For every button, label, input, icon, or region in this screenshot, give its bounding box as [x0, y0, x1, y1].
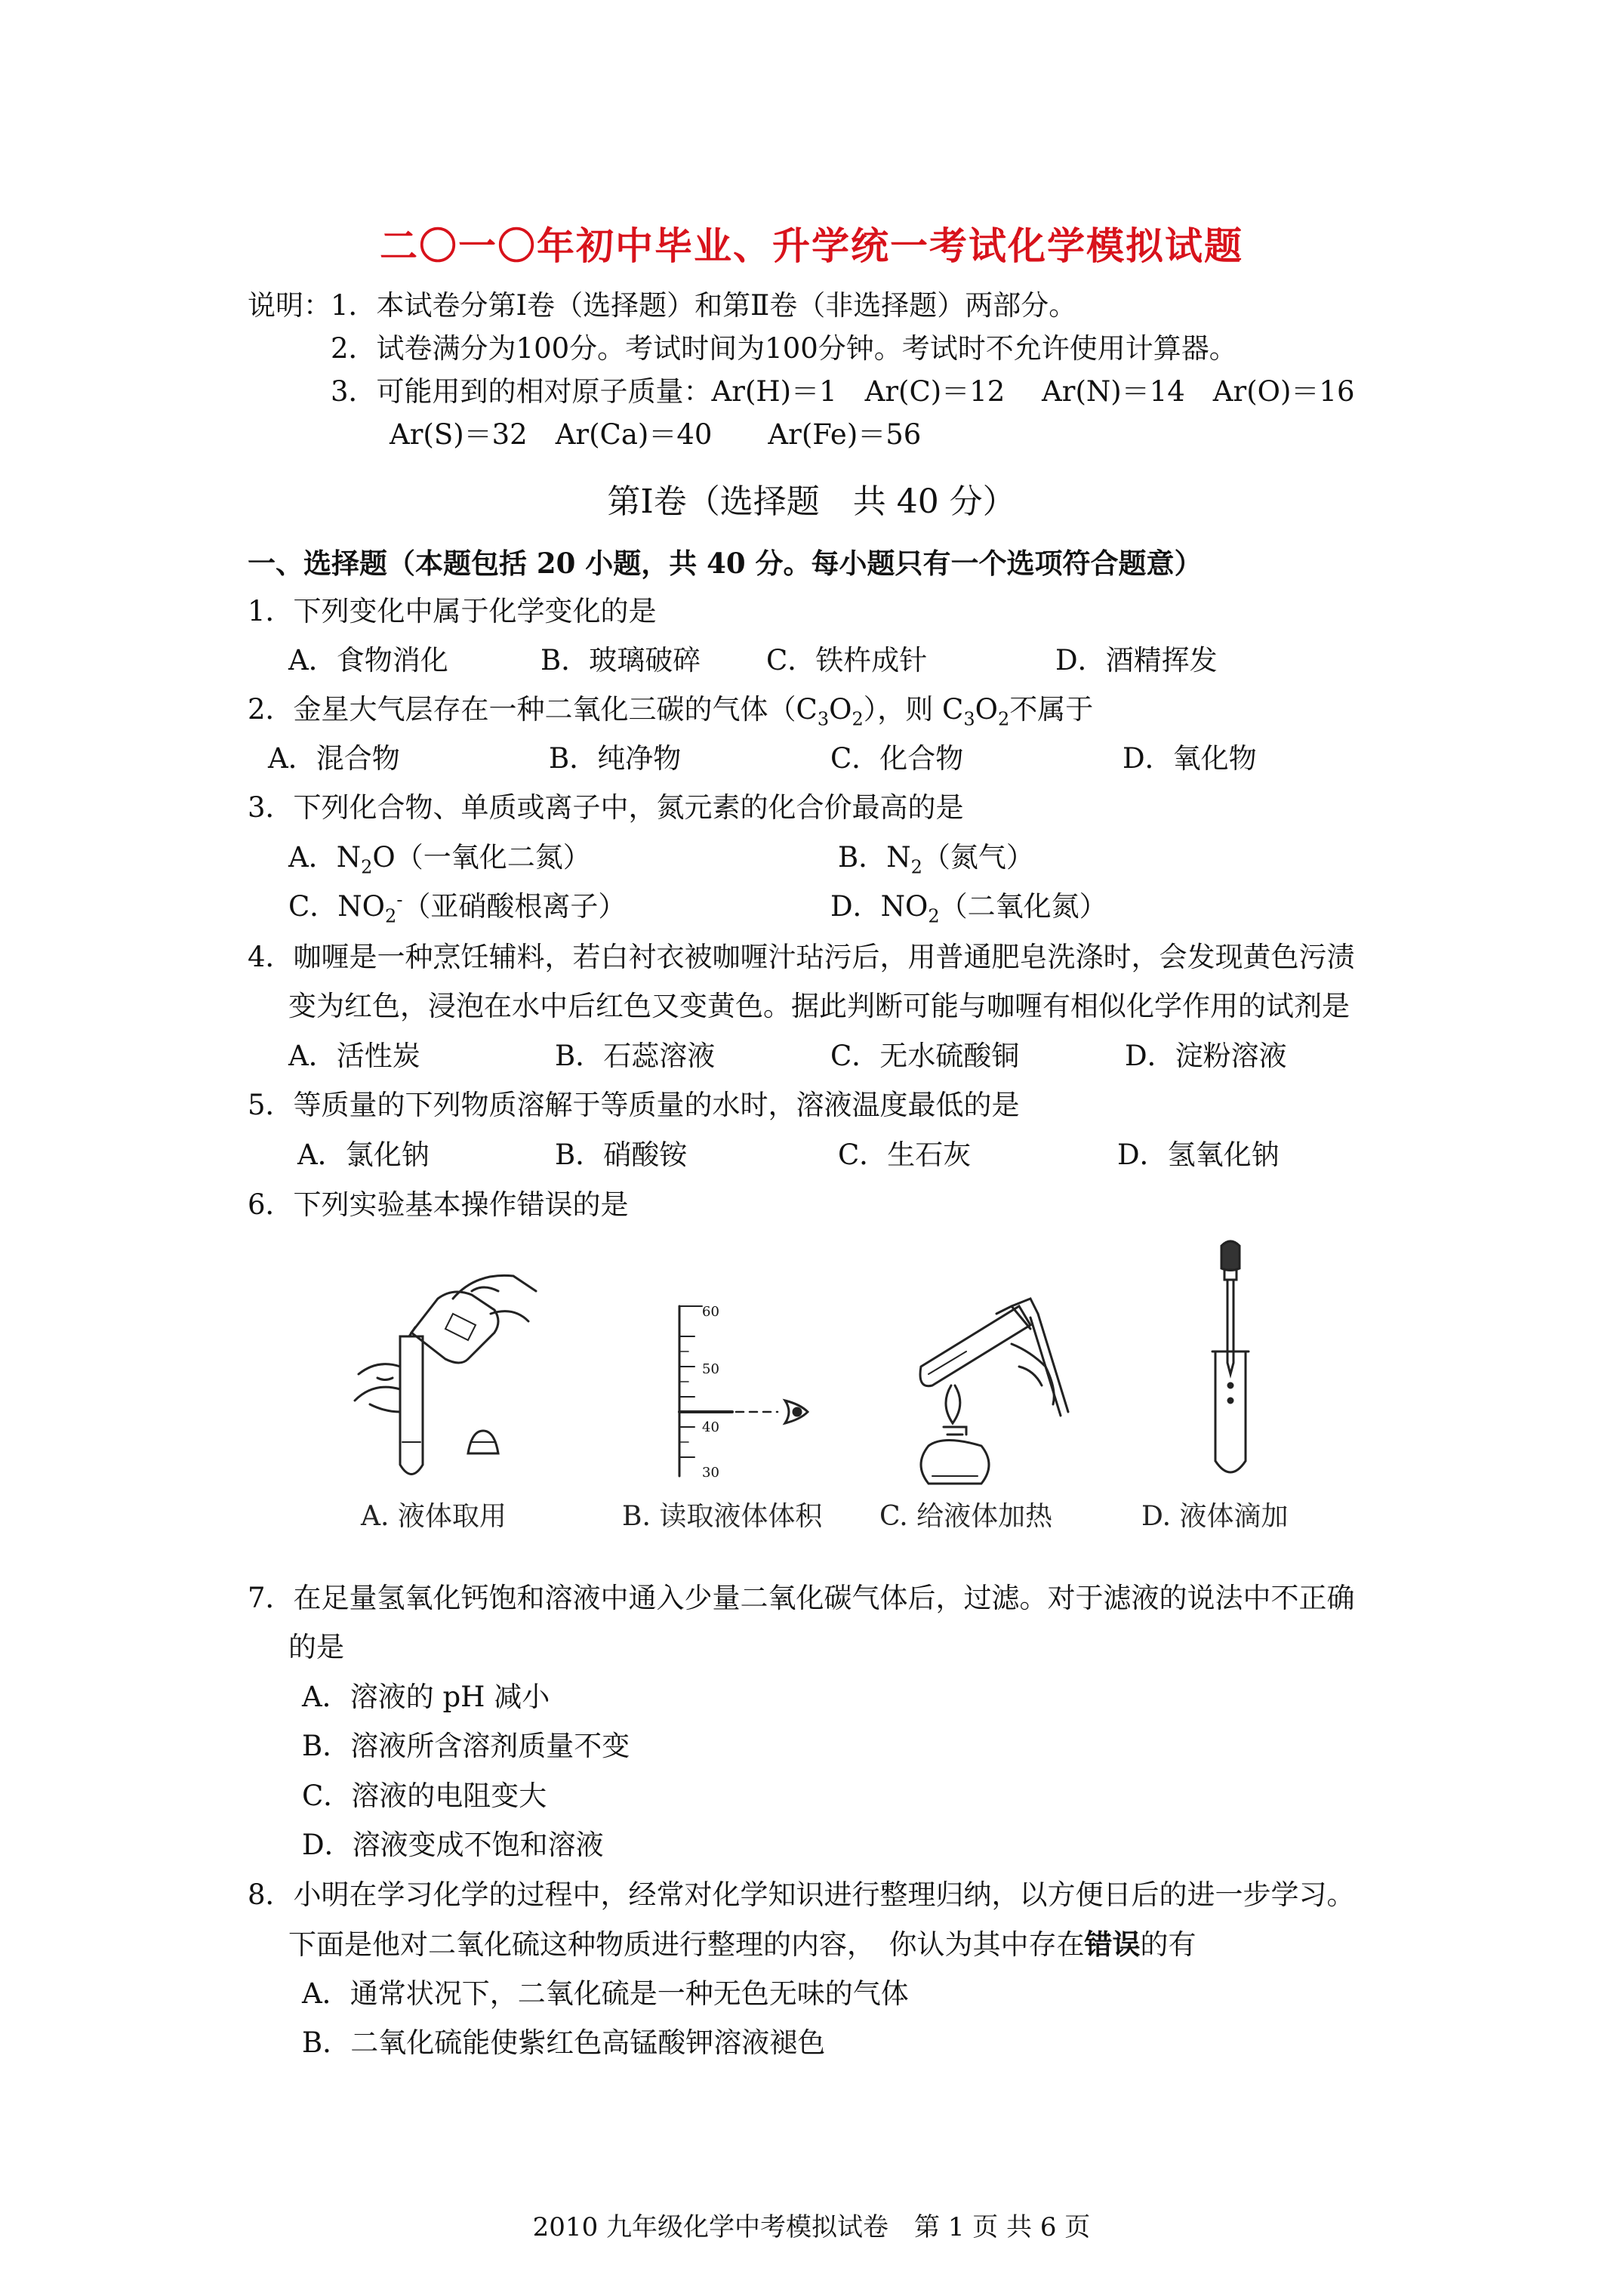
- figure-liquid-pouring: [340, 1268, 544, 1487]
- figure-cylinder-reading: [649, 1295, 830, 1484]
- q2-option-a: A．混合物: [268, 742, 400, 775]
- q2-option-d: D．氧化物: [1123, 742, 1257, 775]
- q7-option-d: D．溶液变成不饱和溶液: [302, 1829, 604, 1861]
- instruction-item-1: 1．本试卷分第Ⅰ卷（选择题）和第Ⅱ卷（非选择题）两部分。: [331, 289, 1077, 322]
- figure-c-caption: C. 给液体加热: [879, 1501, 1053, 1532]
- q5-stem: 5．等质量的下列物质溶解于等质量的水时，溶液温度最低的是: [248, 1089, 1020, 1121]
- cylinder-mark-40: 40: [702, 1419, 719, 1435]
- cylinder-mark-60: 60: [702, 1304, 719, 1320]
- q3-option-a: A．$N_2O$（一氧化二氮）: [288, 841, 591, 878]
- q1-option-c: C．铁杵成针: [766, 644, 928, 676]
- instruction-item-3-cont: Ar(S)＝32 Ar(Ca)＝40 Ar(Fe)＝56: [390, 418, 922, 451]
- q4-option-c: C．无水硫酸铜: [830, 1040, 1020, 1072]
- section-1-title: 第Ⅰ卷（选择题 共 40 分）: [607, 482, 1016, 521]
- q4-option-d: D．淀粉溶液: [1125, 1040, 1287, 1072]
- page-footer: 2010 九年级化学中考模拟试卷 第 1 页 共 6 页: [532, 2212, 1091, 2242]
- figure-a-caption: A. 液体取用: [361, 1501, 507, 1532]
- q3-option-c: C．$NO_2^-$（亚硝酸根离子）: [288, 889, 627, 927]
- q7-option-b: B．溶液所含溶剂质量不变: [302, 1730, 630, 1762]
- q1-stem: 1．下列变化中属于化学变化的是: [248, 595, 657, 627]
- q5-option-d: D．氢氧化钠: [1117, 1139, 1280, 1171]
- q8-option-b: B．二氧化硫能使紫红色高锰酸钾溶液褪色: [302, 2026, 826, 2059]
- instruction-item-3: 3．可能用到的相对原子质量：Ar(H)＝1 Ar(C)＝12 Ar(N)＝14 Ar(O)＝16: [331, 375, 1355, 408]
- q7-option-c: C．溶液的电阻变大: [302, 1780, 547, 1812]
- figure-liquid-heating: [898, 1284, 1095, 1487]
- q4-option-b: B．石蕊溶液: [555, 1040, 716, 1072]
- q7-stem-line-1: 7．在足量氢氧化钙饱和溶液中通入少量二氧化碳气体后，过滤。对于滤液的说法中不正确: [248, 1582, 1355, 1614]
- cylinder-mark-30: 30: [702, 1465, 719, 1481]
- q6-stem: 6．下列实验基本操作错误的是: [248, 1188, 629, 1221]
- q8-stem-line-1: 8．小明在学习化学的过程中，经常对化学知识进行整理归纳，以方便日后的进一步学习。: [248, 1878, 1355, 1911]
- figure-b-caption: B. 读取液体体积: [622, 1501, 823, 1532]
- q1-option-b: B．玻璃破碎: [540, 644, 701, 676]
- cylinder-mark-50: 50: [702, 1361, 719, 1377]
- q5-option-b: B．硝酸铵: [555, 1139, 688, 1171]
- q4-option-a: A．活性炭: [288, 1040, 420, 1072]
- q1-option-a: A．食物消化: [288, 644, 448, 676]
- q4-stem-line-2: 变为红色，浸泡在水中后红色又变黄色。据此判断可能与咖喱有相似化学作用的试剂是: [288, 990, 1350, 1022]
- q3-option-d: D．$NO_2$（二氧化氮）: [830, 890, 1107, 927]
- q8-stem-line-2: 下面是他对二氧化硫这种物质进行整理的内容， 你认为其中存在错误的有: [288, 1928, 1196, 1961]
- q3-option-b: B．$N_2$（氮气）: [838, 841, 1034, 878]
- figure-liquid-dropping: [1185, 1238, 1276, 1480]
- q1-option-d: D．酒精挥发: [1055, 644, 1218, 676]
- q2-option-c: C．化合物: [830, 742, 964, 775]
- q2-stem: 2．金星大气层存在一种二氧化三碳的气体$(C_3O_2)$，则 $C_3O_2$不属于: [248, 693, 1094, 730]
- q5-option-a: A．氯化钠: [297, 1139, 430, 1171]
- q5-option-c: C．生石灰: [838, 1139, 972, 1171]
- q7-stem-line-2: 的是: [288, 1631, 344, 1663]
- q3-stem: 3．下列化合物、单质或离子中，氮元素的化合价最高的是: [248, 791, 964, 824]
- q4-stem-line-1: 4．咖喱是一种烹饪辅料，若白衬衣被咖喱汁玷污后，用普通肥皂洗涤时，会发现黄色污渍: [248, 941, 1355, 973]
- q2-option-b: B．纯净物: [549, 742, 682, 775]
- instructions-lead: 说明：: [248, 289, 331, 322]
- figure-d-caption: D. 液体滴加: [1141, 1501, 1289, 1532]
- part-1-heading: 一、选择题（本题包括 20 小题，共 40 分。每小题只有一个选项符合题意）: [248, 547, 1203, 580]
- q8-option-a: A．通常状况下，二氧化硫是一种无色无味的气体: [302, 1977, 909, 2010]
- q7-option-a: A．溶液的 pH 减小: [302, 1681, 550, 1713]
- instruction-item-2: 2．试卷满分为100分。考试时间为100分钟。考试时不允许使用计算器。: [331, 332, 1237, 365]
- exam-title: 二〇一〇年初中毕业、升学统一考试化学模拟试题: [380, 223, 1243, 268]
